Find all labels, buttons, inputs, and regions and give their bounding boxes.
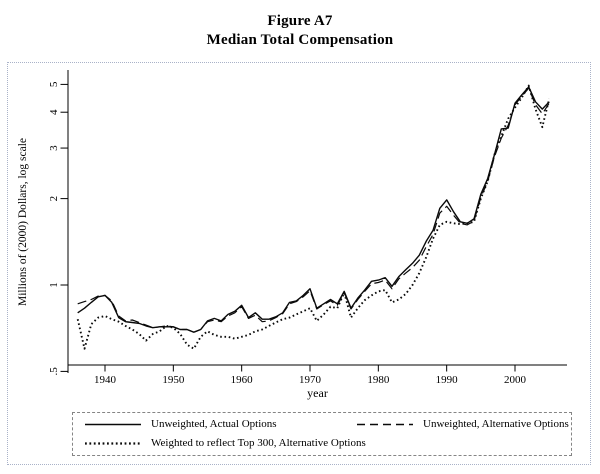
y-tick-label-5: 5	[47, 81, 60, 88]
figure-title-line2: Median Total Compensation	[206, 31, 394, 48]
legend-label-actual-options: Unweighted, Actual Options	[151, 418, 277, 430]
x-tick-label-1960: 1960	[230, 374, 253, 386]
legend-label-weighted-top300: Weighted to reflect Top 300, Alternative Options	[151, 437, 366, 449]
legend-solid-line-sample	[84, 419, 142, 430]
y-tick-label-2: 2	[47, 195, 60, 202]
series-line-solid	[78, 87, 550, 332]
x-tick-label-1940: 1940	[94, 374, 116, 386]
y-axis-title: Millions of (2000) Dollars, log scale	[17, 137, 30, 307]
x-tick-label-1990: 1990	[435, 374, 458, 386]
series-line-dotted	[78, 86, 550, 349]
y-tick-label-3: 3	[47, 145, 60, 151]
legend-item-alternative-options	[356, 418, 569, 430]
series-line-dashed	[78, 88, 550, 332]
legend-dotted-line-sample	[84, 438, 142, 449]
x-tick-label-1970: 1970	[298, 374, 321, 386]
x-tick-label-1950: 1950	[162, 374, 185, 386]
x-axis-title: year	[307, 386, 328, 400]
legend-item-actual-options	[84, 418, 277, 430]
x-tick-label-1980: 1980	[367, 374, 390, 386]
y-tick-label-1: 1	[47, 282, 60, 288]
y-tick-label-.5: .5	[47, 367, 60, 376]
figure-title-line1: Figure A7	[267, 13, 333, 29]
legend-label-alternative-options: Unweighted, Alternative Options	[423, 418, 569, 430]
x-tick-label-2000: 2000	[503, 374, 526, 386]
y-tick-label-4: 4	[47, 109, 60, 115]
legend-item-weighted-top300	[84, 437, 366, 449]
legend	[72, 412, 572, 456]
legend-dashed-line-sample	[356, 419, 414, 430]
